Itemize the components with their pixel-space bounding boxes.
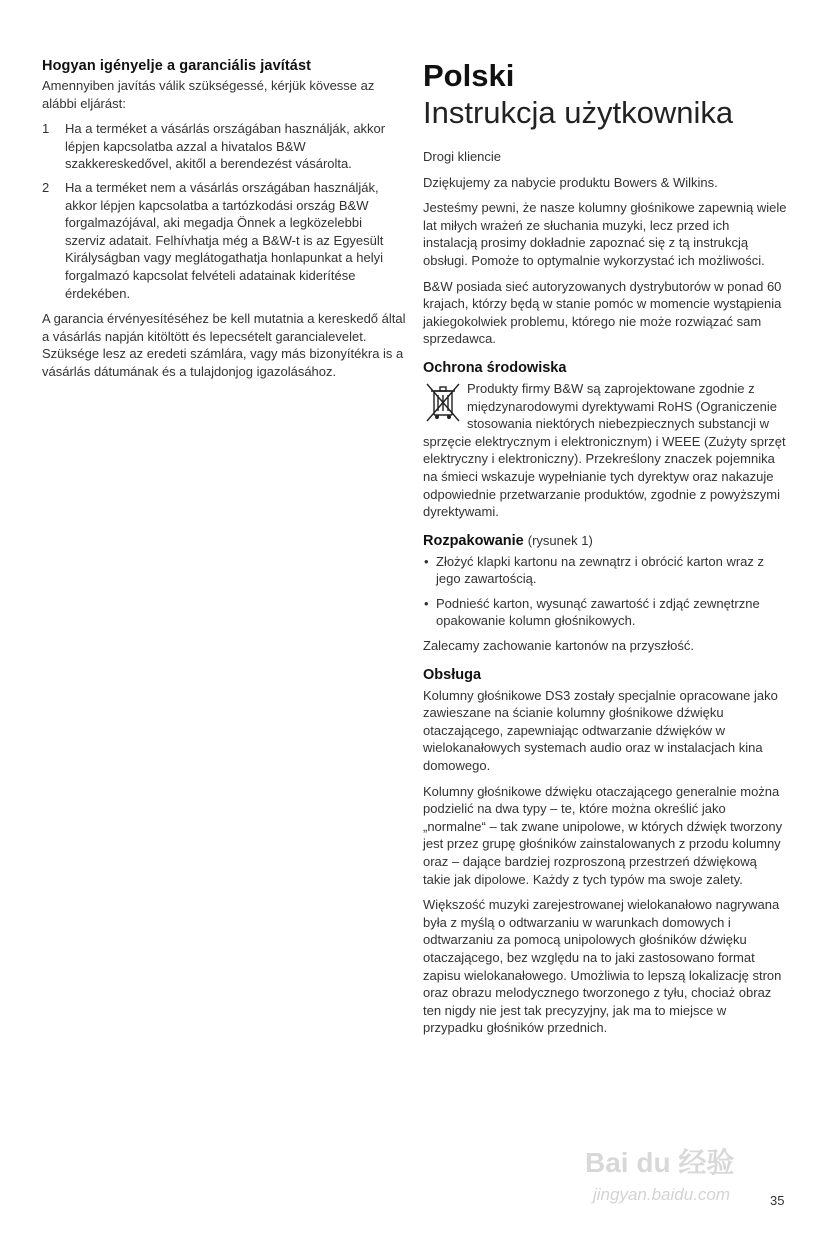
list-item: • Złożyć klapki kartonu na zewnątrz i obrócić karton wraz z jego zawartością. bbox=[423, 553, 787, 588]
page-subtitle: Instrukcja użytkownika bbox=[423, 95, 734, 130]
right-column bbox=[423, 58, 787, 1045]
environment-paragraph: Produkty firmy B&W są zaprojektowane zgodnie z międzynarodowymi dyrektywami RoHS (Ograniczenie stosowania niektórych niebezpiecznych substancji w sprzęcie elektrycznym i elektronicznym) i WEEE (Zużyty sprzęt elektryczny i elektroniczny). Przekreślony znaczek pojemnika na śmieci wskazuje wypełnianie tych dyrektyw oraz nakazuje odpowiednie przetwarzanie produktów, zgodnie z powyższymi dyrektywami. bbox=[423, 380, 786, 520]
distributor-paragraph: B&W posiada sieć autoryzowanych dystrybutorów w ponad 60 krajach, którzy będą w stanie pomóc w momencie wystąpienia jakiegokolwiek problemu, którego nie może rozwiązać sam sprzedawca. bbox=[423, 278, 782, 347]
unpacking-closing: Zalecamy zachowanie kartonów na przyszłość. bbox=[423, 638, 694, 654]
unpacking-steps bbox=[423, 553, 787, 630]
list-item: • Podnieść karton, wysunąć zawartość i zdjąć zewnętrzne opakowanie kolumn głośnikowych. bbox=[423, 595, 787, 630]
thanks: Dziękujemy za nabycie produktu Bowers & Wilkins. bbox=[423, 174, 718, 190]
list-item: 1 Ha a terméket a vásárlás országában használják, akkor lépjen kapcsolatba azzal a hivatalos B&W szakkereskedővel, akitől a berendezést vásárolta. bbox=[42, 121, 386, 172]
left-column bbox=[42, 58, 406, 389]
watermark-brand: Bai du 经验 bbox=[585, 1147, 735, 1178]
list-item: 2 Ha a terméket nem a vásárlás országában használják, akkor lépjen kapcsolatba a tartózkodási ország B&W forgalmazójával, aki megadja Önnek a legközelebbi szerviz adatait. Felhívhatja még a B&W-t is az Egyesült Királyságban vagy meglátogathatja honlapunkat a helyi forgalmazó kapcsolat felvételi adatainak kiderítése érdekében. bbox=[42, 179, 384, 301]
page-number: 35 bbox=[770, 1193, 785, 1208]
operation-paragraph-2: Kolumny głośnikowe dźwięku otaczającego generalnie można podzielić na dwa typy – te, które można określić jako „normalne“ – tak zwane unipolowe, w których dźwięk tworzony jest przez grupę głośników zainstalowanych z przodu kolumny oraz – dające bardziej rozproszoną przestrzeń dźwiękową takie jak dipolowe. Każdy z tych typów ma swoje zalety. bbox=[423, 783, 783, 887]
environment-heading: Ochrona środowiska bbox=[423, 359, 567, 376]
weee-bin-icon bbox=[423, 381, 463, 423]
unpacking-heading: Rozpakowanie (rysunek 1) bbox=[423, 532, 593, 549]
page-title: Polski bbox=[423, 58, 515, 93]
baidu-watermark bbox=[585, 1138, 785, 1208]
watermark-url: jingyan.baidu.com bbox=[593, 1185, 731, 1204]
operation-paragraph-3: Większość muzyki zarejestrowanej wielokanałowo nagrywana była z myślą o odtwarzaniu w warunkach domowych i odtwarzaniu za pomocą unipolowych głośników dźwięku otaczającego, bez względu na to jaki zastosowano format zapisu wielokanałowego. Umożliwia to lepszą lokalizację stron oraz obrazu melodycznego tworzonego z tyłu, chociaż obraz ten nigdy nie jest tak precyzyjny, jak ma to miejsce w przypadku głośników przednich. bbox=[423, 897, 782, 1036]
operation-paragraph-1: Kolumny głośnikowe DS3 zostały specjalnie opracowane jako zawieszane na ścianie kolumny głośnikowe dźwięku otaczającego, zapewniając odtwarzanie dźwięków w wielokanałowych systemach audio oraz w instalacjach kina domowego. bbox=[423, 687, 778, 774]
warranty-steps bbox=[42, 120, 406, 302]
greeting: Drogi kliencie bbox=[423, 149, 502, 164]
operation-heading: Obsługa bbox=[423, 666, 482, 683]
warranty-intro: Amennyiben javítás válik szükségessé, kérjük kövesse az alábbi eljárást: bbox=[42, 78, 375, 111]
intro-paragraph: Jesteśmy pewni, że nasze kolumny głośnikowe zapewnią wiele lat miłych wrażeń ze słuchania muzyki, lecz przed ich instalacją prosimy dokładnie zapoznać się z tą instrukcją obsługi. Pomoże to optymalnie wykorzystać ich możliwości. bbox=[423, 200, 787, 268]
warranty-closing: A garancia érvényesítéséhez be kell mutatnia a kereskedő által a vásárlás napján kitöltött és lepecsételt garancialevelet. Szüksége lesz az eredeti számlára, vagy más bizonyítékra is a vásárlás dátumának és a tulajdonjog igazolásához. bbox=[42, 311, 406, 379]
warranty-heading: Hogyan igényelje a garanciális javítást bbox=[42, 58, 312, 74]
